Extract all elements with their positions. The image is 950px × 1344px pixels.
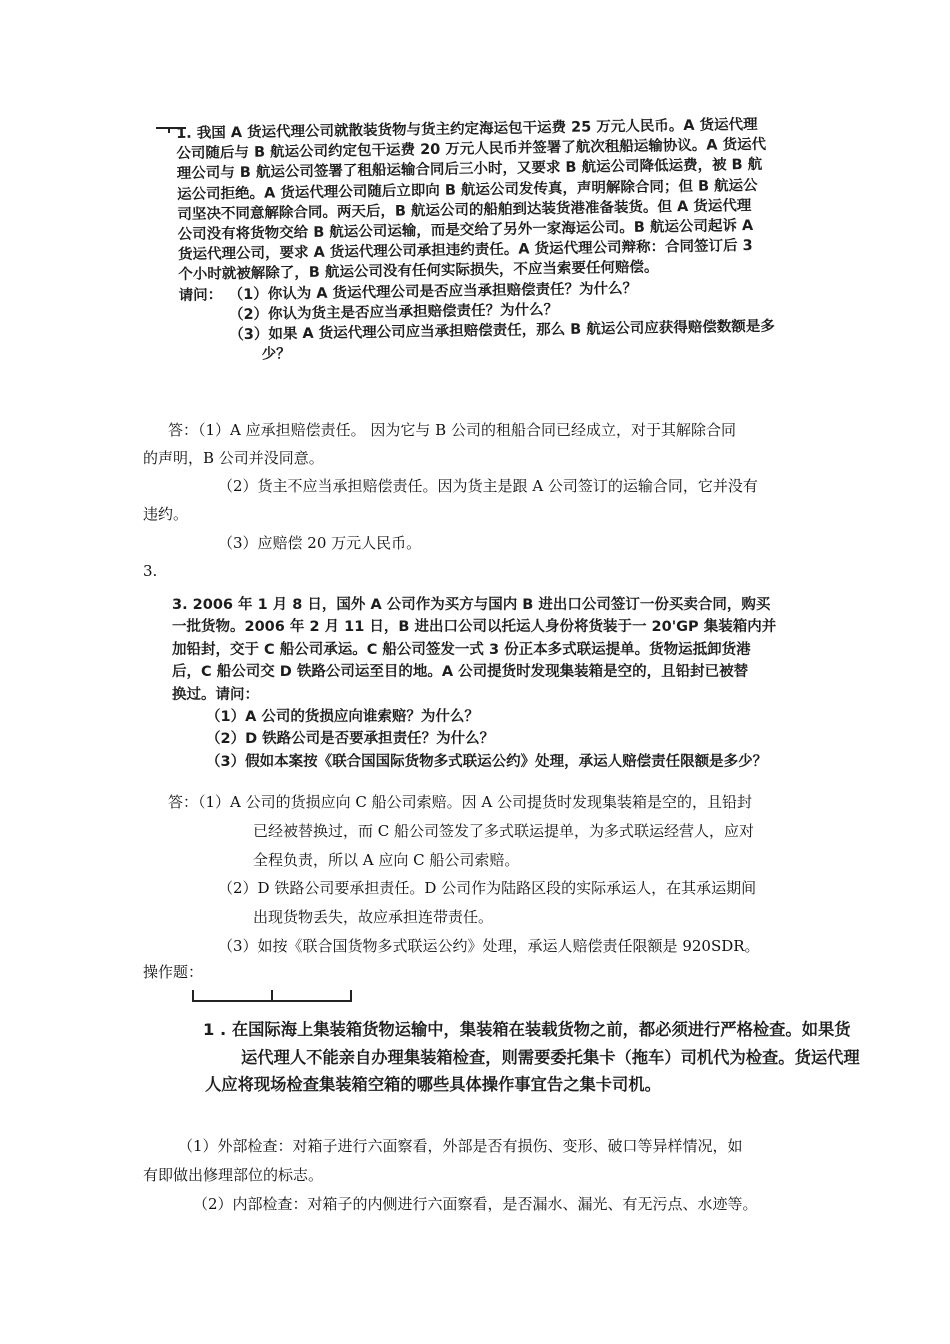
q1-stem-line: 个小时就被解除了，B 航运公司没有任何实际损失，不应当索要任何赔偿。 [178,259,659,284]
q1-stem-line: 公司没有将货物交给 B 航运公司运输，而是交给了另外一家海运公司。B 航运公司起诉 A [177,217,754,244]
q3-stem [172,594,776,773]
q1-answer-2-line1: （2）货主不应当承担赔偿责任。因为货主是跟 A 公司签订的运输合同，它并没有 [218,477,758,495]
q3-question: （3）假如本案按《联合国国际货物多式联运公约》处理，承运人赔偿责任限额是多少？ [206,753,768,770]
scan-bracket-mark [350,990,352,1002]
ops-stem [203,1016,860,1099]
ops-stem-line: 运代理人不能亲自办理集装箱检查，则需要委托集卡（拖车）司机代为检查。货运代理 [241,1047,860,1067]
q1-question: （2）你认为货主是否应当承担赔偿责任？为什么？ [228,301,559,324]
q3-stem-line: 一批货物。2006 年 2 月 11 日，B 进出口公司以托运人身份将货装于一 20'GP 集装箱内并 [172,619,777,636]
q3-stem-line: 加铅封，交于 C 船公司承运。C 船公司签发一式 3 份正本多式联运提单。货物运抵卸货港 [172,641,751,658]
q1-question: （3）如果 A 货运代理公司应当承担赔偿责任，那么 B 航运公司应获得赔偿数额是多 [229,318,775,344]
q3-stem-line: 换过。请问： [172,686,259,703]
q3-answer-1-line2: 已经被替换过，而 C 船公司签发了多式联运提单，为多式联运经营人，应对 [253,822,755,840]
q1-question-cont: 少？ [261,346,291,363]
q3-question: （2）D 铁路公司是否要承担责任？为什么？ [206,731,495,748]
q3-answer-1-line1: 答：（1）A 公司的货损应向 C 船公司索赔。因 A 公司提货时发现集装箱是空的，且铅封 [168,793,753,811]
q3-answer-1-line3: 全程负责，所以 A 应向 C 船公司索赔。 [253,851,520,869]
q3-answer-2-line1: （2）D 铁路公司要承担责任。D 公司作为陆路区段的实际承运人，在其承运期间 [218,879,757,897]
q1-answer-1-line1: 答：（1）A 应承担赔偿责任。 因为它与 B 公司的租船合同已经成立，对于其解除合同 [168,421,736,439]
q3-stem-line: 后，C 船公司交 D 铁路公司运至目的地。A 公司提货时发现集装箱是空的，且铅封已被替 [172,664,749,681]
q1-answer-1-line2: 的声明，B 公司并没同意。 [143,449,324,467]
q3-stem-line: 3. 2006 年 1 月 8 日，国外 A 公司作为买方与国内 B 进出口公司签订一份买卖合同，购买 [172,597,771,613]
ops-answer-1-line1: （1）外部检查：对箱子进行六面察看，外部是否有损伤、变形、破口等异样情况，如 [178,1137,743,1155]
q1-answer-2-line2: 违约。 [143,505,189,523]
q1-stem [176,115,775,367]
scan-corner-mark [168,127,170,133]
q1-stem-line: 1. 我国 A 货运代理公司就散装货物与货主约定海运包干运费 25 万元人民币。A 货运代理 [176,116,758,142]
q1-ask-label: 请问： [178,286,223,304]
q1-stem-line: 司坚决不同意解除合同。两天后，B 航运公司的船舶到达装货港准备装货。但 A 货运代理 [177,197,752,223]
scan-bracket-mark [192,990,194,1002]
section-number: 3. [143,562,158,580]
q1-stem-line: 运公司拒绝。A 货运代理公司随后立即向 B 航运公司发传真，声明解除合同；但 B 航运公 [176,177,758,203]
ops-answer-1-line2: 有即做出修理部位的标志。 [143,1166,324,1184]
q1-stem-line: 理公司与 B 航运公司签署了租船运输合同后三小时，又要求 B 航运公司降低运费，被 B 航 [176,157,763,183]
q1-stem-line: 货运代理公司，要求 A 货运代理公司承担违约责任。A 货运代理公司辩称：合同签订后 3 [177,238,753,264]
q1-question: （1）你认为 A 货运代理公司是否应当承担赔偿责任？为什么？ [228,280,638,303]
q3-question: （1）A 公司的货损应向谁索赔？为什么？ [206,709,479,726]
ops-stem-line: 1 . 在国际海上集装箱货物运输中，集装箱在装载货物之前，都必须进行严格检查。如果货 [203,1020,851,1039]
ops-answer-2: （2）内部检查：对箱子的内侧进行六面察看，是否漏水、漏光、有无污点、水迹等。 [193,1195,758,1213]
q1-answer-3: （3）应赔偿 20 万元人民币。 [218,534,422,552]
scan-bracket-mark [271,990,273,1002]
q1-stem-line: 公司随后与 B 航运公司约定包干运费 20 万元人民币并签署了航次租船运输协议。A 货运代 [176,136,767,163]
q3-answer-3: （3）如按《联合国货物多式联运公约》处理，承运人赔偿责任限额是 920SDR。 [218,937,760,955]
q3-answer-2-line2: 出现货物丢失，故应承担连带责任。 [253,908,494,926]
ops-stem-line: 人应将现场检查集装箱空箱的哪些具体操作事宜告之集卡司机。 [205,1075,661,1094]
ops-heading: 操作题： [143,963,204,981]
